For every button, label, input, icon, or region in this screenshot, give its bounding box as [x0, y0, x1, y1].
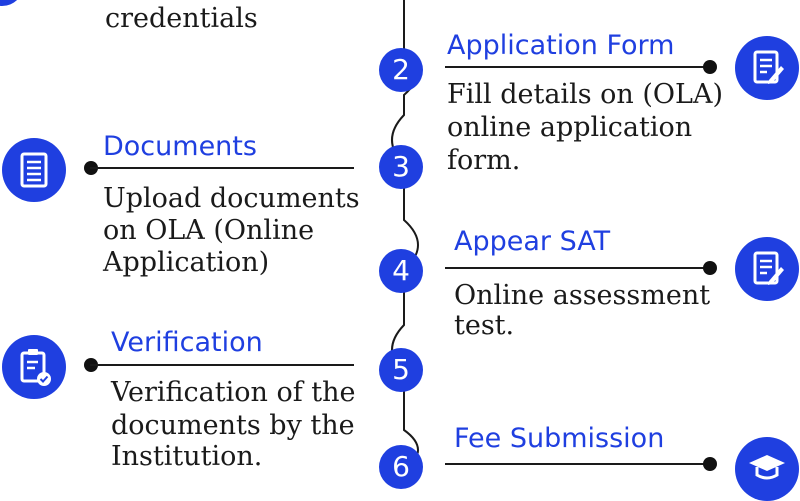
step-3-title: Documents — [103, 131, 257, 162]
step-1-desc-line-1: credentials — [105, 3, 258, 34]
step-2-desc-line-3: form. — [447, 145, 521, 176]
step-2-desc-line-1: Fill details on (OLA) — [447, 79, 723, 110]
step-5-desc-line-1: Verification of the — [111, 377, 356, 408]
step-2-desc-line-2: online application — [447, 112, 693, 143]
step-6-rule — [445, 463, 710, 465]
step-4-dot — [703, 261, 717, 275]
step-3-desc-line-3: Application) — [103, 247, 270, 278]
step-5-rule — [90, 364, 354, 366]
step-4-title: Appear SAT — [454, 226, 611, 257]
step-4-rule — [445, 267, 710, 269]
step-5-desc-line-2: documents by the — [111, 410, 355, 441]
step-3-desc-line-1: Upload documents — [103, 183, 360, 214]
step-4-desc-line-2: test. — [454, 310, 515, 341]
document-edit-icon — [735, 237, 799, 301]
step-6-title: Fee Submission — [454, 423, 665, 454]
step-2-dot — [703, 60, 717, 74]
step-5-desc-line-3: Institution. — [111, 441, 263, 472]
step-2-rule — [445, 66, 710, 68]
step-6-number: 6 — [379, 445, 423, 489]
step-2-number: 2 — [379, 48, 423, 92]
step-2-title: Application Form — [447, 30, 675, 61]
clipboard-check-icon — [2, 335, 66, 399]
step-3-number: 3 — [379, 145, 423, 189]
step-3-rule — [90, 167, 354, 169]
step-5-title: Verification — [111, 327, 263, 358]
step-4-desc-line-1: Online assessment — [454, 280, 711, 311]
step-6-dot — [703, 457, 717, 471]
step-4-number: 4 — [379, 249, 423, 293]
graduation-cap-icon — [735, 437, 799, 501]
step-5-number: 5 — [379, 348, 423, 392]
document-edit-icon — [735, 36, 799, 100]
document-list-icon — [2, 138, 66, 202]
step-3-desc-line-2: on OLA (Online — [103, 215, 315, 246]
